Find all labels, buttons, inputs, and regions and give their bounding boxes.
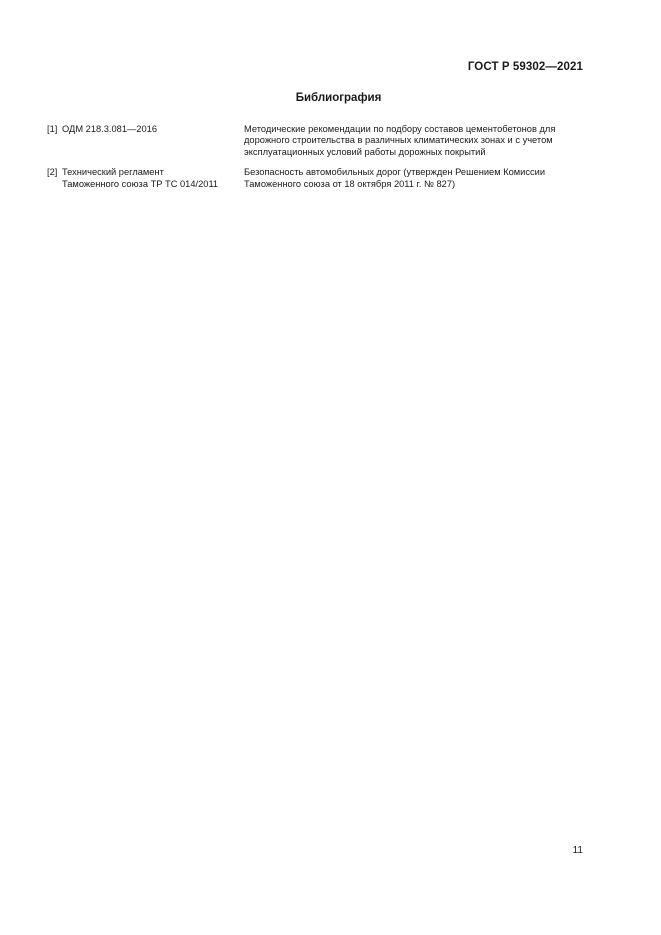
entry-description-line: дорожного строительства в различных климатических зонах и с учетом [244,135,553,146]
entry-source-line: Технический регламент [62,167,164,178]
entry-description-line: Безопасность автомобильных дорог (утвержден Решением Комиссии [244,167,546,178]
entry-source [62,124,244,158]
entry-source [62,167,244,190]
entry-source-line: Таможенного союза ТР ТС 014/2011 [62,178,219,189]
bibliography-entry [47,124,583,158]
entry-source-line: ОДМ 218.3.081—2016 [62,124,157,134]
entry-description [244,124,583,158]
entry-number: [1] [47,124,58,134]
entry-number: [2] [47,167,58,178]
section-title: Библиография [295,92,382,104]
document-code: ГОСТ Р 59302—2021 [467,61,583,73]
entry-description-line: эксплуатационных условий работы дорожных покрытий [244,146,486,157]
entry-description-line: Методические рекомендации по подбору составов цементобетонов для [244,124,556,134]
bibliography-entry [47,167,583,190]
page-number: 11 [572,845,583,856]
entry-description [244,167,583,190]
bibliography-list [47,124,583,199]
entry-description-line: Таможенного союза от 18 октября 2011 г. № 827) [244,178,456,189]
